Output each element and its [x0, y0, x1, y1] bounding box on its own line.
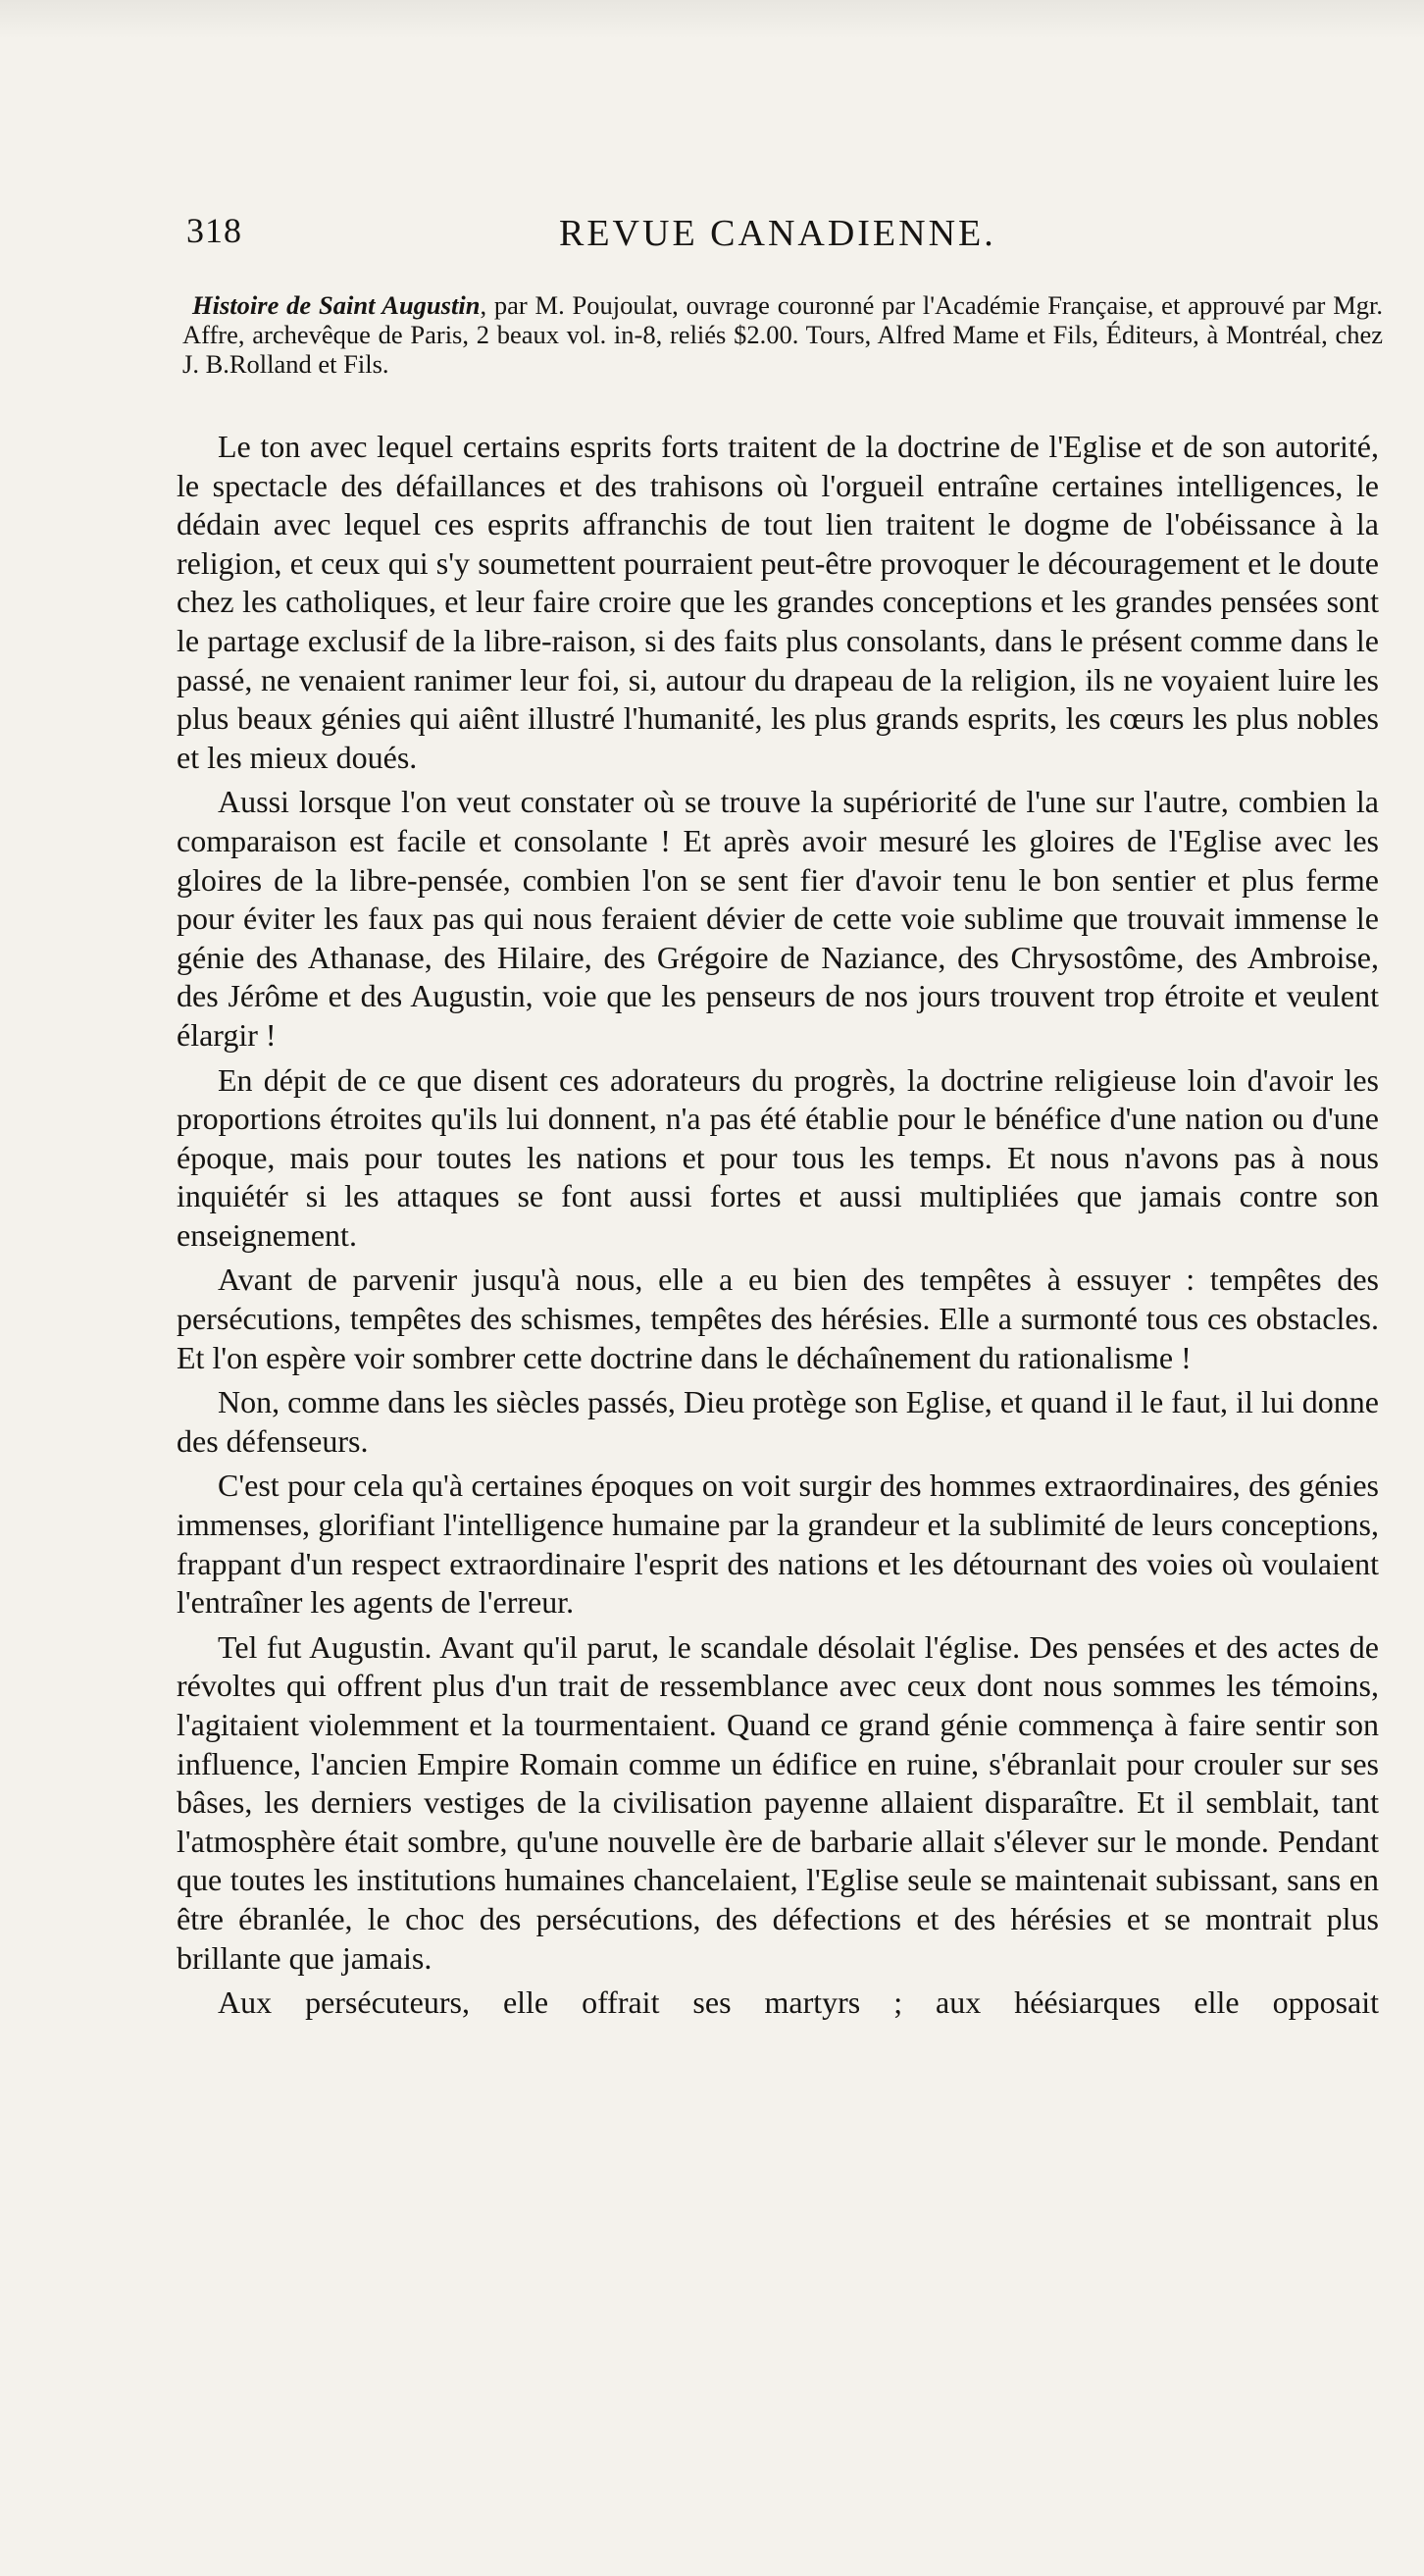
paragraph: En dépit de ce que disent ces adorateurs du progrès, la doctrine religieuse loin d'avoir les proportions étroites qu'ils lui donnent, n'a pas été établie pour le bénéfice d'une nation ou d'une époque, mais pour toutes les nations et pour tous les temps. Et nous n'avons pas à nous inquiétér si les attaques se font aussi fortes et aussi multipliées que jamais contre son enseignement. [177, 1061, 1379, 1253]
paragraph: Le ton avec lequel certains esprits forts traitent de la doctrine de l'Eglise et de son autorité, le spectacle des défaillances et des trahisons où l'orgueil entraîne certaines intelligences, le dédain avec lequel ces esprits affranchis de tout lien traitent le dogme de l'obéissance à la religion, et ceux qui s'y soumettent pourraient peut-être provoquer le découragement et le doute chez les catholiques, et leur faire croire que les grandes conceptions et les grandes pensées sont le partage exclusif de la libre-raison, si des faits plus consolants, dans le présent comme dans le passé, ne venaient ranimer leur foi, si, autour du drapeau de la religion, ils ne voyaient luire les plus beaux génies qui aiênt illustré l'humanité, les plus grands esprits, les cœurs les plus nobles et les mieux doués. [177, 429, 1379, 775]
page-header [186, 210, 1373, 269]
bibliographic-note [182, 290, 1383, 379]
paragraph: Avant de parvenir jusqu'à nous, elle a eu bien des tempêtes à essuyer : tempêtes des persécutions, tempêtes des schismes, tempêtes des hérésies. Elle a surmonté tous ces obstacles. Et l'on espère voir sombrer cette doctrine dans le déchaînement du rationalisme ! [177, 1262, 1379, 1375]
article-body [177, 428, 1379, 2023]
paragraph: Non, comme dans les siècles passés, Dieu protège son Eglise, et quand il le faut, il lui donne des défenseurs. [177, 1384, 1379, 1459]
paragraph: C'est pour cela qu'à certaines époques on voit surgir des hommes extraordinaires, des génies immenses, glorifiant l'intelligence humaine par la grandeur et la sublimité de leurs conceptions, frappant d'un respect extraordinaire l'esprit des nations et les détournant des voies où voulaient l'entraîner les agents de l'erreur. [177, 1468, 1379, 1621]
paragraph: Aussi lorsque l'on veut constater où se trouve la supériorité de l'une sur l'autre, combien la comparaison est facile et consolante ! Et après avoir mesuré les gloires de l'Eglise avec les gloires de la libre-pensée, combien l'on se sent fier d'avoir tenu le bon sentier et plus ferme pour éviter les faux pas qui nous feraient dévier de cette voie sublime que trouvait immense le génie des Athanase, des Hilaire, des Grégoire de Naziance, des Chrysostôme, des Ambroise, des Jérôme et des Augustin, voie que les penseurs de nos jours trouvent trop étroite et veulent élargir ! [177, 784, 1379, 1053]
paragraph: Tel fut Augustin. Avant qu'il parut, le scandale désolait l'église. Des pensées et des actes de révoltes qui offrent plus d'un trait de ressemblance avec ceux dont nous sommes les témoins, l'agitaient violemment et la tourmentaient. Quand ce grand génie commença à faire sentir son influence, l'ancien Empire Romain comme un édifice en ruine, s'ébranlait pour crouler sur ses bâses, les derniers vestiges de la civilisation payenne allaient disparaître. Et il semblait, tant l'atmosphère était sombre, qu'une nouvelle ère de barbarie allait s'élever sur le monde. Pendant que toutes les institutions humaines chancelaient, l'Eglise seule se maintenait subissant, sans en être ébranlée, le choc des persécutions, des défections et des hérésies et se montrait plus brillante que jamais. [177, 1628, 1379, 1976]
page-number: 318 [186, 211, 242, 250]
scan-edge [0, 0, 1424, 39]
paragraph: Aux persécuteurs, elle offrait ses martyrs ; aux héésiarques elle opposait [218, 1984, 1379, 2021]
book-details: , par M. Poujoulat, ouvrage couronné par l'Académie Française, et approuvé par Mgr. Affre, archevêque de Paris, 2 beaux vol. in-8, reliés $2.00. Tours, Alfred Mame et Fils, Éditeurs, à Montréal, chez J. B.Rolland et Fils. [182, 290, 1383, 379]
book-title: Histoire de Saint Augustin [192, 290, 481, 320]
running-title: REVUE CANADIENNE. [559, 213, 996, 254]
